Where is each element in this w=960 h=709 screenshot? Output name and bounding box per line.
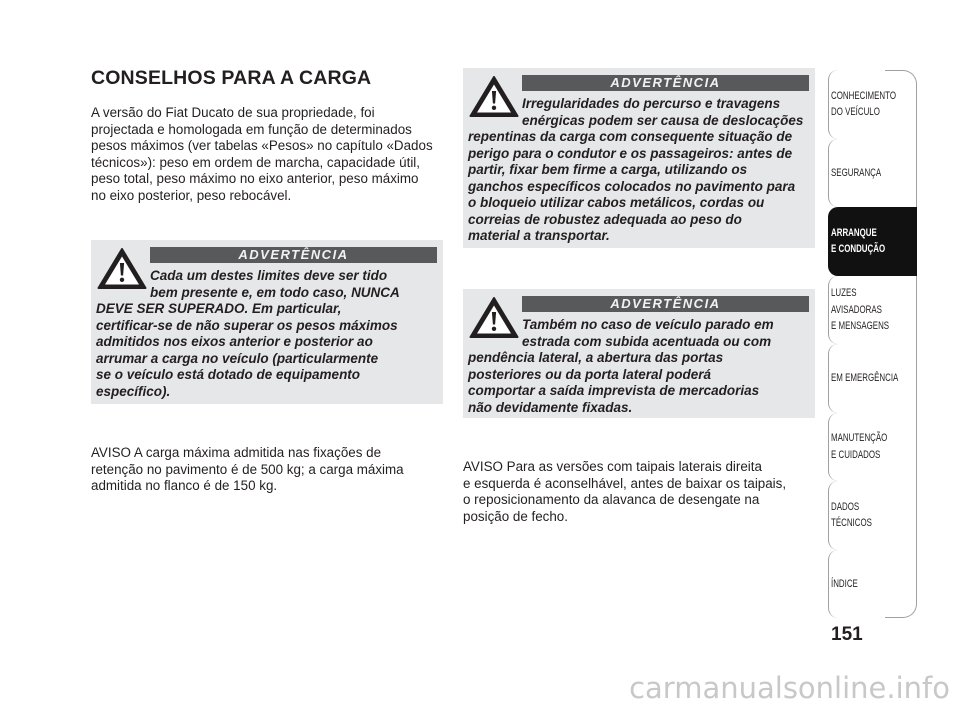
tab-list [828, 70, 917, 618]
intro-paragraph [91, 105, 433, 205]
notice-line: admitida no flanco é de 150 kg. [91, 478, 278, 494]
warning-line: Também no caso de veículo parado em [522, 317, 774, 332]
warning-line: perigo para o condutor e os passageiros: antes de [468, 145, 793, 161]
sidebar-tab-label [831, 225, 885, 258]
warning-line: material a transportar. [468, 228, 610, 243]
intro-line: peso total, peso máximo no eixo anterior, peso máximo [91, 171, 419, 187]
warning-line: ganchos específicos colocados no pavimento para [468, 178, 796, 194]
warning-header-bar [522, 75, 809, 91]
sidebar-tab-label-line: DADOS [831, 500, 860, 513]
sidebar-tab-label [831, 165, 881, 182]
warning-line: o bloqueio utilizar cabos metálicos, cordas ou [468, 195, 765, 210]
warning-line: certificar-se de não superar os pesos máximos [96, 317, 398, 333]
warning-line: não devidamente fixadas. [468, 399, 633, 415]
sidebar-tab-em-emergencia[interactable] [828, 344, 917, 413]
warning-line: pendência lateral, a abertura das portas [468, 350, 724, 365]
warning-text [96, 268, 400, 400]
intro-line: projectada e homologada em função de determinados [91, 121, 412, 137]
warning-line: correias de robustez adequada ao peso do [468, 211, 742, 227]
sidebar-tab-label [831, 88, 896, 121]
sidebar-tab-label [831, 370, 898, 387]
warning-text [468, 96, 803, 245]
sidebar-tab-label [831, 285, 889, 335]
warning-header-bar [522, 296, 809, 312]
sidebar-tab-label-line: DO VEÍCULO [831, 106, 880, 119]
sidebar-tab-label-line: LUZES [831, 287, 857, 299]
sidebar-chapter-tabs [828, 70, 917, 618]
sidebar-tab-seguranca[interactable] [828, 139, 917, 208]
warning-line: repentinas da carga com consequente situação de [468, 129, 793, 144]
warning-label: ADVERTÊNCIA [610, 296, 721, 311]
warning-box [463, 289, 815, 418]
warning-line: partir, fixar bem firme a carga, utilizando os [468, 162, 748, 177]
warning-label: ADVERTÊNCIA [610, 75, 721, 90]
sidebar-tab-label-line: TÉCNICOS [831, 517, 872, 530]
sidebar-tab-label-line: EM EMERGÊNCIA [831, 372, 899, 384]
sidebar-tab-label-line: E MENSAGENS [831, 320, 890, 332]
intro-line: pesos máximos (ver tabelas «Pesos» no capítulo «Dados [91, 138, 433, 154]
watermark: carmanualsonline.info [629, 671, 950, 705]
warning-line: posteriores ou da porta lateral poderá [468, 366, 712, 382]
sidebar-tab-luzes-avisadoras[interactable] [828, 276, 917, 345]
warning-line: DEVE SER SUPERADO. Em particular, [96, 301, 342, 316]
warning-label: ADVERTÊNCIA [238, 247, 349, 262]
sidebar-tab-label-line: MANUTENÇÃO [831, 432, 888, 445]
notice-line: AVISO Para as versões com taipais laterais direita [463, 459, 762, 474]
sidebar-tab-conhecimento-do-veiculo[interactable] [828, 70, 917, 139]
sidebar-tab-indice[interactable] [828, 550, 917, 619]
warning-line: arrumar a carga no veículo (particularmente [96, 350, 379, 366]
sidebar-tab-label [831, 430, 887, 463]
warning-line: admitidos nos eixos anterior e posterior ao [96, 334, 373, 349]
warning-header-bar [150, 247, 437, 263]
sidebar-tab-label [831, 499, 872, 532]
intro-line: técnicos»): peso em ordem de marcha, capacidade útil, [91, 154, 420, 170]
notice-line: posição de fecho. [463, 508, 568, 524]
warning-line: enérgicas podem ser causa de deslocações [522, 112, 804, 128]
warning-line: se o veículo está dotado de equipamento [96, 367, 361, 382]
notice-line: retenção no pavimento é de 500 kg; a carga máxima [91, 461, 404, 477]
notice-paragraph [463, 459, 786, 525]
notice-paragraph [91, 445, 404, 495]
sidebar-tab-manutencao-e-cuidados[interactable] [828, 413, 917, 482]
sidebar-tab-label-line: E CUIDADOS [831, 448, 881, 461]
sidebar-tab-label-line: SEGURANÇA [831, 166, 882, 179]
notice-line: AVISO A carga máxima admitida nas fixações de [91, 445, 382, 460]
sidebar-tab-dados-tecnicos[interactable] [828, 481, 917, 550]
sidebar-tab-label-line: E CONDUÇÃO [831, 243, 886, 256]
sidebar-tab-label-line: AVISADORAS [831, 303, 882, 316]
notice-line: o reposicionamento da alavanca de desengate na [463, 492, 760, 508]
intro-line: no eixo posterior, peso rebocável. [91, 187, 292, 203]
page-heading: CONSELHOS PARA A CARGA [91, 67, 372, 89]
warning-line: Cada um destes limites deve ser tido [150, 268, 388, 283]
warning-line: específico). [96, 383, 171, 399]
sidebar-tab-arranque-e-conducao[interactable] [828, 207, 917, 276]
sidebar-tab-label-line: ARRANQUE [831, 226, 877, 239]
sidebar-tab-label [831, 576, 858, 593]
warning-line: estrada com subida acentuada ou com [522, 333, 772, 349]
warning-line: Irregularidades do percurso e travagens [522, 96, 781, 111]
notice-line: e esquerda é aconselhável, antes de baixar os taipais, [463, 475, 787, 491]
sidebar-tab-label-line: CONHECIMENTO [831, 89, 896, 102]
warning-line: comportar a saída imprevista de mercadorias [468, 383, 760, 398]
page-number: 151 [831, 624, 863, 645]
warning-box [463, 68, 815, 248]
sidebar-tab-label-line: ÍNDICE [831, 577, 858, 590]
intro-line: A versão do Fiat Ducato de sua propriedade, foi [91, 105, 375, 120]
warning-box [91, 240, 443, 404]
warning-line: bem presente e, em todo caso, NUNCA [150, 284, 400, 300]
warning-text [468, 317, 774, 416]
